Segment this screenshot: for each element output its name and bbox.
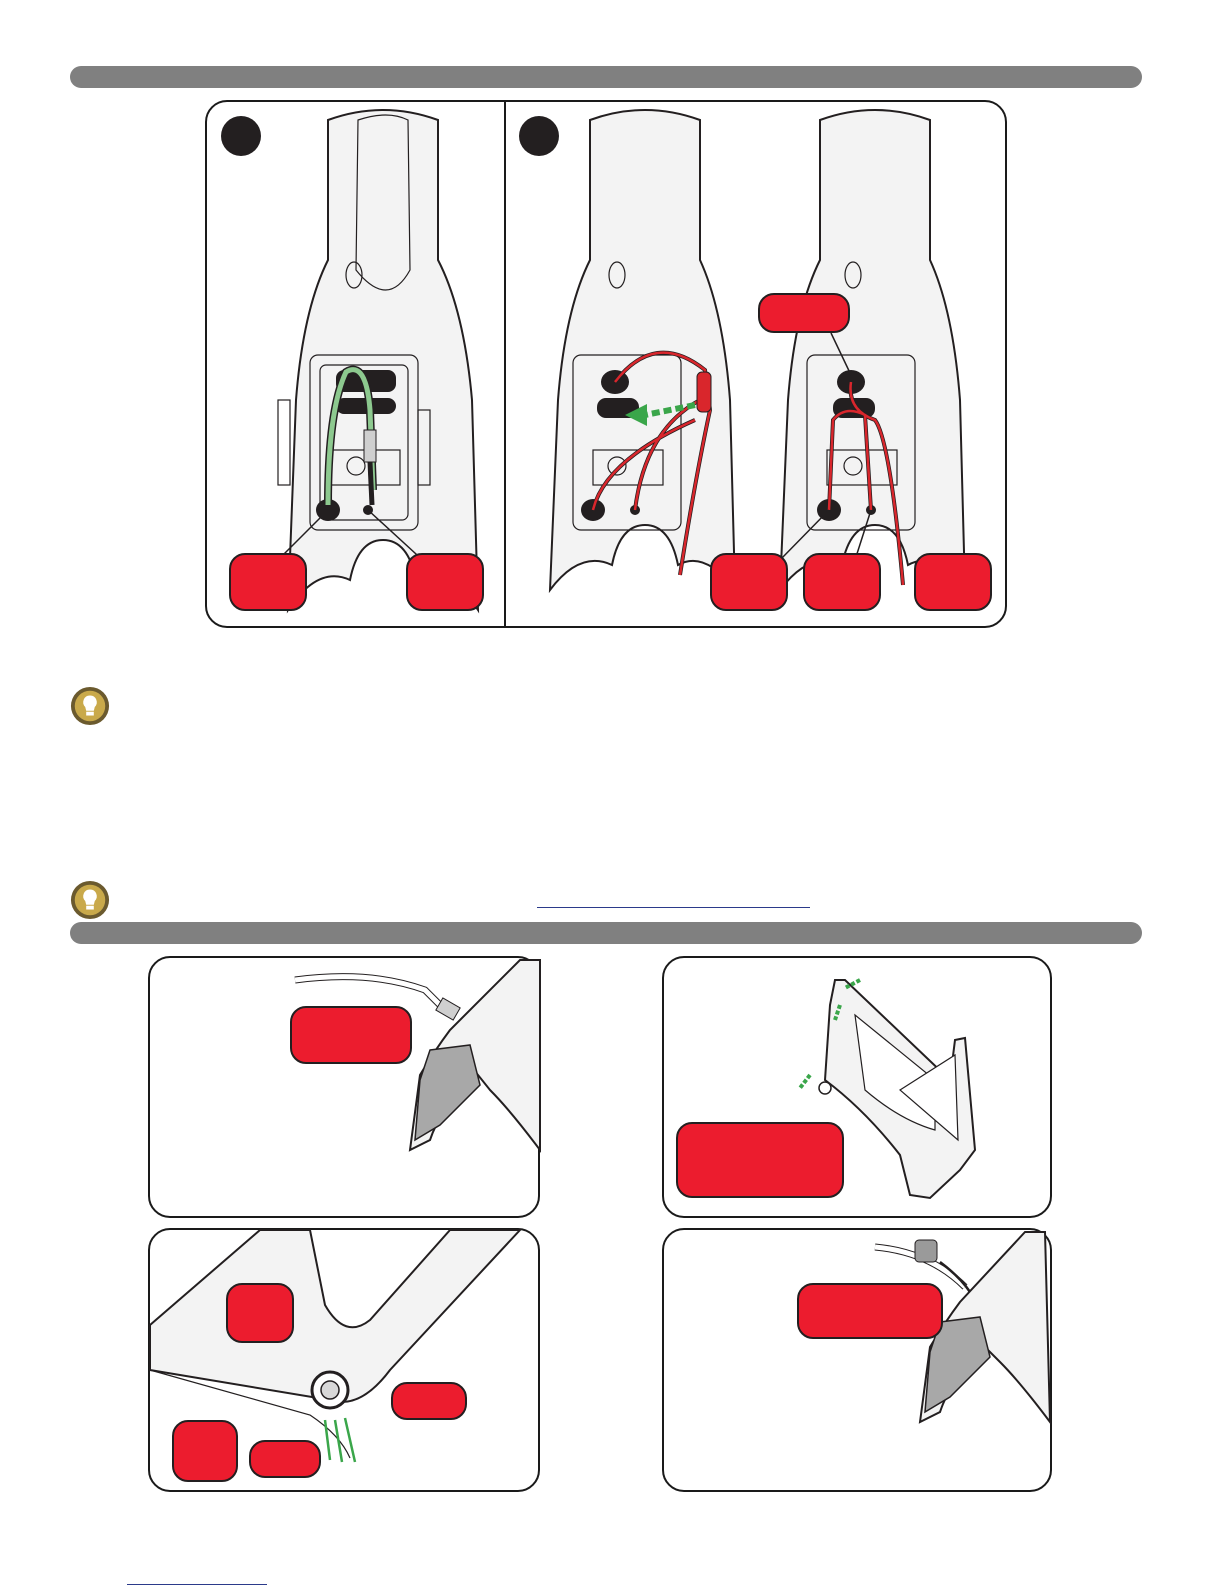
lightbulb-icon	[70, 880, 110, 920]
callout-label	[391, 1382, 467, 1420]
callout-label	[406, 553, 484, 611]
seat-cluster-illustration-1	[228, 110, 498, 610]
callout-label	[172, 1420, 238, 1482]
callout-label	[290, 1006, 412, 1064]
callout-label	[797, 1283, 943, 1339]
hyperlink-underline[interactable]	[537, 907, 810, 908]
callout-label	[914, 553, 992, 611]
panel-divider	[504, 102, 506, 626]
callout-label	[803, 553, 881, 611]
callout-label	[758, 293, 850, 333]
callout-label	[676, 1122, 844, 1198]
seat-cluster-illustration-2	[545, 110, 745, 610]
callout-label	[226, 1283, 294, 1343]
callout-label	[710, 553, 788, 611]
seat-cluster-illustration-3	[775, 110, 975, 610]
section-header-bar	[70, 922, 1142, 944]
section-header-bar	[70, 66, 1142, 88]
lightbulb-icon	[70, 686, 110, 726]
callout-label	[229, 553, 307, 611]
callout-label	[249, 1440, 321, 1478]
